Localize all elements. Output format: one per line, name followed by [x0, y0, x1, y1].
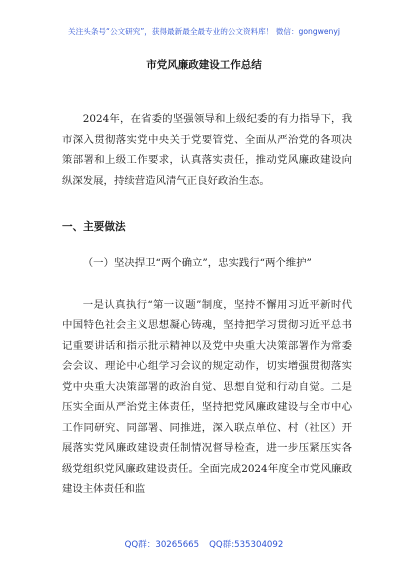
- subsection-heading-1: （一）坚决捍卫“两个确立”，忠实践行“两个维护”: [82, 257, 312, 269]
- subsection-1-paragraph: 一是认真执行“第一议题”制度，坚持不懈用习近平新时代中国特色社会主义思想凝心铸魂，坚持把学习贯彻习近平总书记重要讲话和指示批示精神以及党中央重大决策部署作为常委会会议、理论中心组学习会议的规定动作，切实增强贯彻落实党中央重大决策部署的政治自觉、思想自觉和行动自觉。二是压实全面从严治党主体责任，坚持把党风廉政建设与全市中心工作同研究、同部署、同推进，深入联点单位、村（社区）开展落实党风廉政建设责任制情况督导检查，进一步压紧压实各级党组织党风廉政建设责任。全面完成2024年度全市党风廉政建设主体责任和监: [62, 298, 352, 495]
- header-banner: 关注头条号“公文研究”，获得最新最全最专业的公文资料库！ 微信：gongwenyj: [68, 27, 340, 36]
- document-title: 市党风廉政建设工作总结: [146, 59, 262, 71]
- section-heading-main-practices: 一、主要做法: [62, 221, 126, 233]
- footer-qq-group-2: QQ群:535304092: [209, 540, 284, 550]
- document-body: [62, 109, 352, 500]
- footer-contact: [0, 538, 408, 550]
- intro-paragraph: 2024年，在省委的坚强领导和上级纪委的有力指导下，我市深入贯彻落实党中央关于党要管党、全面从严治党的各项决策部署和上级工作要求，认真落实责任，推动党风廉政建设向纵深发展，持续营造风清气正良好政治生态。: [62, 113, 352, 187]
- footer-qq-group-1: QQ群：30265665: [124, 540, 200, 550]
